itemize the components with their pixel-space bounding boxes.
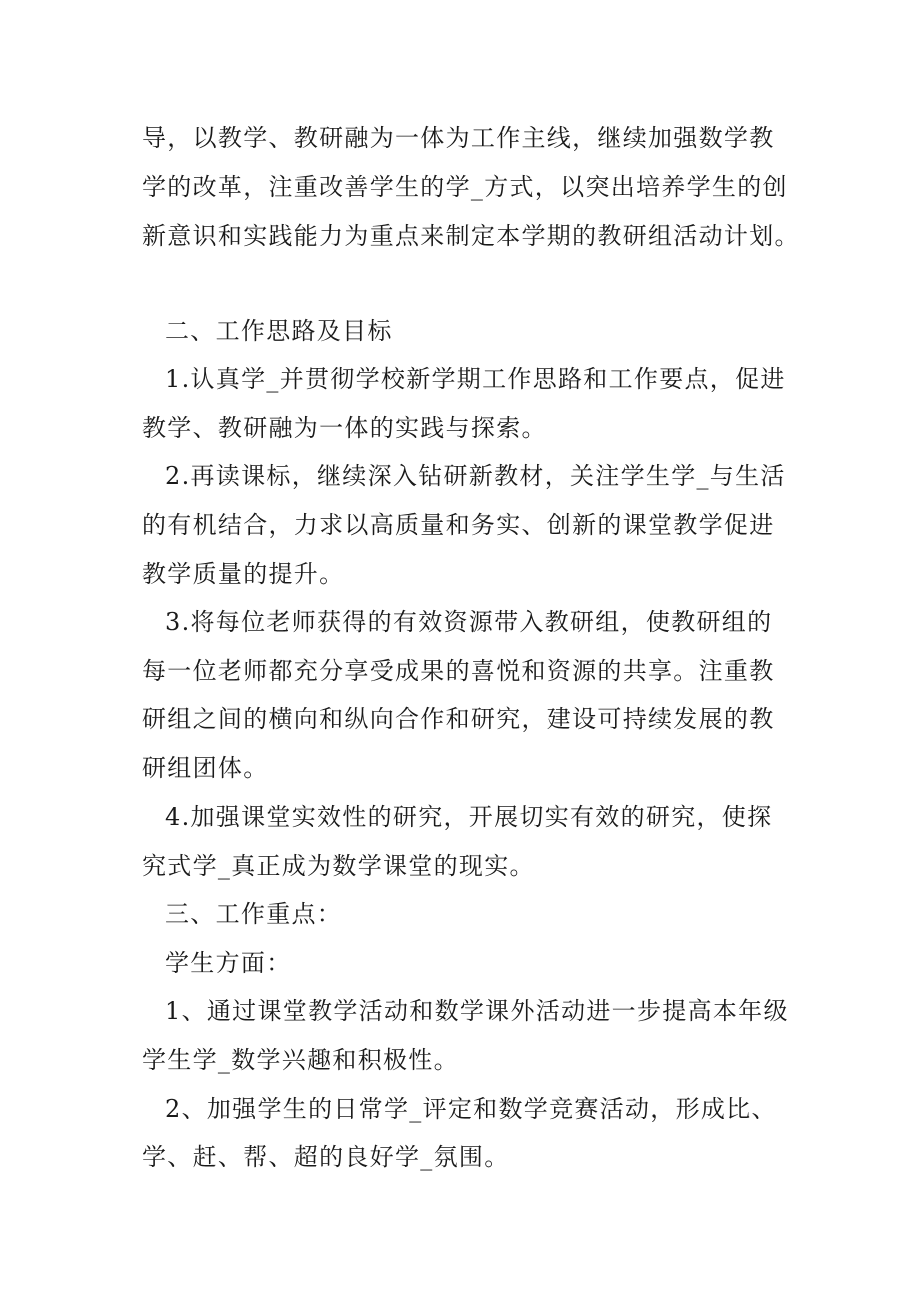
list-item-line: 1.认真学_并贯彻学校新学期工作思路和工作要点，促进 xyxy=(165,365,786,393)
list-item-line: 2、加强学生的日常学_评定和数学竞赛活动，形成比、 xyxy=(165,1095,777,1123)
list-item-line: 教学、教研融为一体的实践与探索。 xyxy=(142,414,547,442)
list-item-line: 研组之间的横向和纵向合作和研究，建设可持续发展的教 xyxy=(142,705,775,733)
list-item-line: 2.再读课标，继续深入钻研新教材，关注学生学_与生活 xyxy=(165,462,786,490)
paragraph-line: 学的改革，注重改善学生的学_方式，以突出培养学生的创 xyxy=(142,173,788,201)
list-item-line: 1、通过课堂教学活动和数学课外活动进一步提高本年级 xyxy=(165,997,789,1025)
paragraph-line: 导，以教学、教研融为一体为工作主线，继续加强数学教 xyxy=(142,124,775,152)
list-item-line: 的有机结合，力求以高质量和务实、创新的课堂教学促进 xyxy=(142,511,775,539)
list-item-line: 4.加强课堂实效性的研究，开展切实有效的研究，使探 xyxy=(165,803,773,831)
list-item-line: 研组团体。 xyxy=(142,754,269,782)
list-item-line: 每一位老师都充分享受成果的喜悦和资源的共享。注重教 xyxy=(142,657,775,685)
list-item-line: 学生学_数学兴趣和积极性。 xyxy=(142,1046,459,1074)
list-item-line: 学、赶、帮、超的良好学_氛围。 xyxy=(142,1143,510,1171)
paragraph-line: 新意识和实践能力为重点来制定本学期的教研组活动计划。 xyxy=(142,222,800,250)
list-item-line: 教学质量的提升。 xyxy=(142,560,345,588)
section-heading: 二、工作思路及目标 xyxy=(165,317,393,345)
list-item-line: 3.将每位老师获得的有效资源带入教研组，使教研组的 xyxy=(165,608,773,636)
section-heading: 三、工作重点： xyxy=(165,900,343,928)
subsection-heading: 学生方面： xyxy=(165,949,292,977)
list-item-line: 究式学_真正成为数学课堂的现实。 xyxy=(142,852,535,880)
